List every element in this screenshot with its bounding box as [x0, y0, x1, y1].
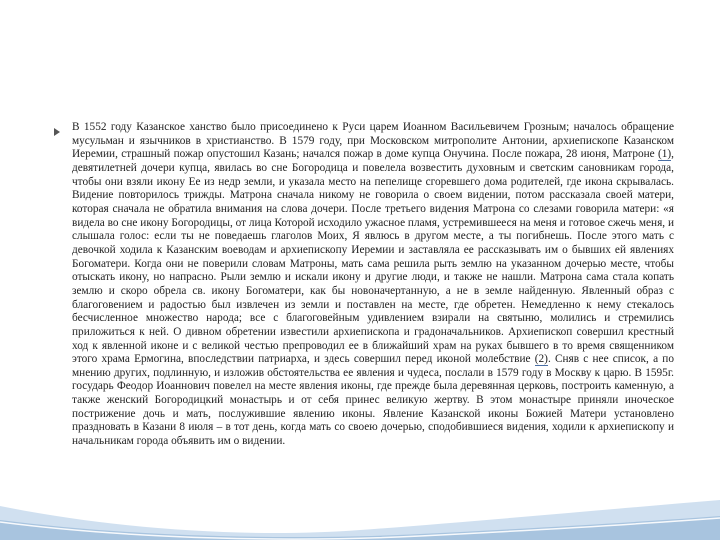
footnote-reference-link[interactable]: (2): [534, 353, 548, 366]
footnote-reference-link[interactable]: (1): [657, 148, 672, 161]
triangle-bullet-icon: [54, 128, 60, 136]
body-text: [72, 121, 674, 449]
text-segment: В 1552 году Казанское ханство было присоединено к Руси царем Иоанном Васильевичем Грозным; началось обращение мусульман и язычников в христианство. В 1579 году, при Московском митрополите Антонии, архиепископе Казанском Иеремии, страшный пожар опустошил Казань; начался пожар в доме купца Онучина. После пожара, 28 июня, Матроне: [72, 121, 674, 161]
text-segment: . Сняв с нее список, а по мнению других, подлинную, и изложив обстоятельства ее явления и чудеса, послали в 1579 году в Москву к царю. В 1595г. государь Феодор Иоаннович повелел на месте явления иконы, где прежде была деревянная церковь, построить каменную, а также женский Богородицкий монастырь и от себя принес великую жертву. В этом монастыре приняли иноческое пострижение дочь и мать, послужившие явлению иконы. Явление Казанской иконы Божией Матери установлено праздновать в Казани 8 июля – в тот день, когда мать со своею дочерью, сподобившиеся видения, ходили к архиепископу и начальникам города объявить им о видении.: [72, 353, 674, 448]
text-segment: , девятилетней дочери купца, явилась во сне Богородица и повелела возвестить духовным и светским сановникам города, чтобы они взяли икону Ее из недр земли, и указала место на пепелище сгоревшего дома родителей, где икона скрывалась. Видение повторилось трижды. Матрона сначала никому не говорила о своем видении, потом рассказала своей матери, которая сначала не обратила внимания на слова дочери. После третьего видения Матрона со слезами говорила матери: «я видела во сне икону Богородицы, от лица Которой исходило ужасное пламя, устремившееся на меня и готовое сжечь меня, и слышала голос: если ты не поведаешь глаголов Моих, Я явлюсь в другом месте, а ты погибнешь. После этого мать с девочкой ходила к Казанским воеводам и архиепископу Иеремии и заставляла ее рассказывать им о бывших ей явлениях Богоматери. Когда они не поверили словам Матроны, мать сама решила рыть землю на указанном дочерью месте, чтобы отыскать икону, но напрасно. Рыли землю и искали икону и другие люди, и также не нашли. Матрона сама стала копать землю и скоро обрела св. икону Богоматери, как бы новоначертанную, а не в земле найденную. Явленный образ с благоговением и радостью был извлечен из земли и поставлен на месте, где обретен. Немедленно к нему стекалось бесчисленное множество народа; все с благоговейным удивлением взирали на святыню, молились и стремились приложиться к ней. О дивном обретении известили архиепископа и градоначальников. Архиепископ совершил крестный ход к явленной иконе и с великой честью препроводил ее в ближайший храм на руках бывшего в то время священником этого храма Ермогина, впоследствии патриарха, и здесь совершил перед иконой молебствие: [72, 148, 674, 366]
wave-decoration: [0, 460, 720, 540]
